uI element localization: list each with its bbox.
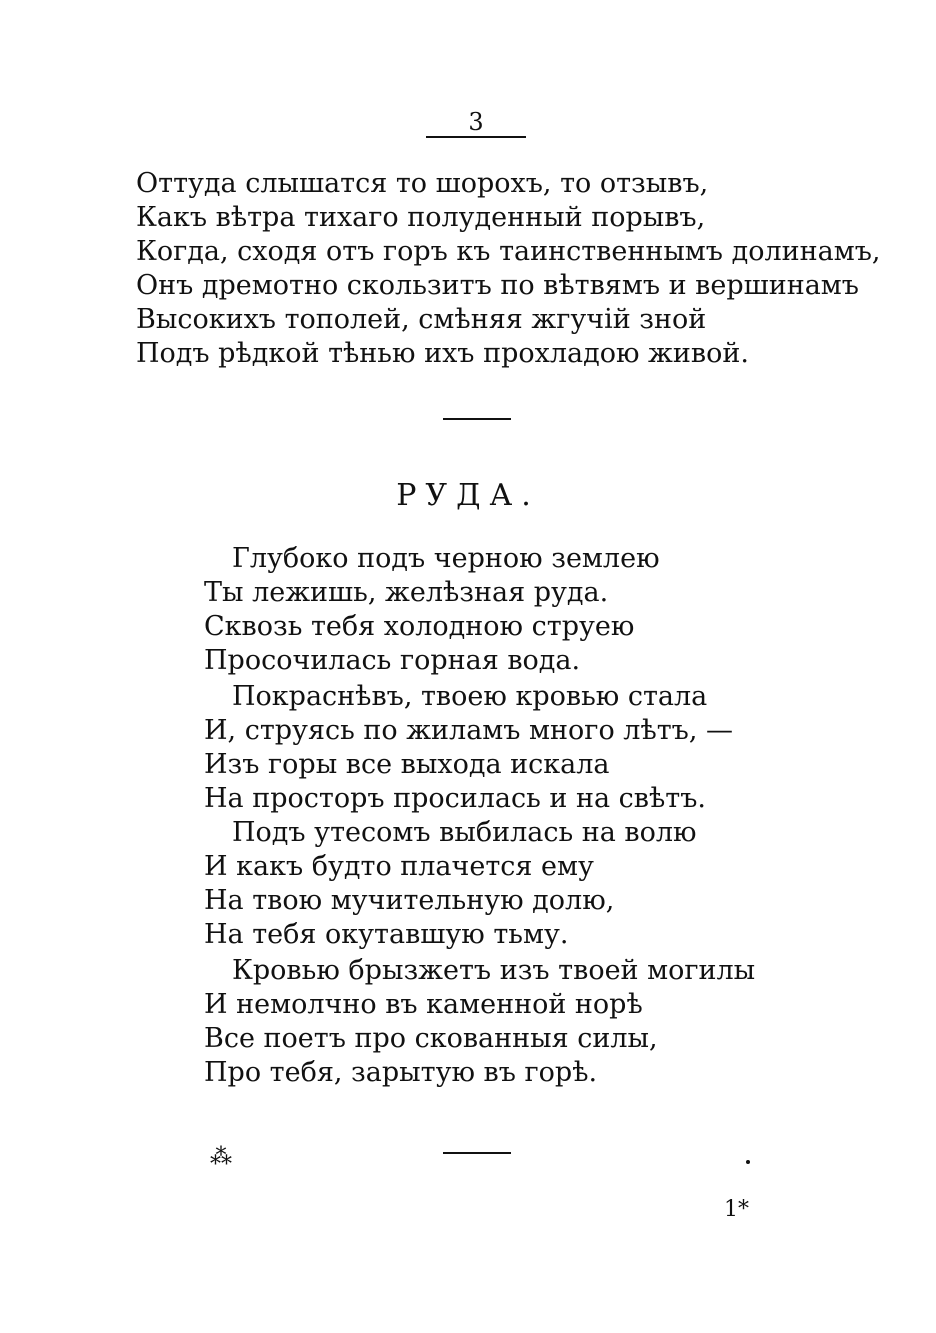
verse-line: Онъ дремотно скользитъ по вѣтвямъ и вершинамъ bbox=[136, 270, 859, 301]
verse-line: Высокихъ тополей, смѣняя жгучій зной bbox=[136, 304, 707, 335]
verse-line: На тебя окутавшую тьму. bbox=[204, 919, 569, 950]
verse-line: Глубоко подъ черною землею bbox=[232, 543, 660, 574]
page-number-rule bbox=[426, 136, 526, 138]
footer-ornament: ⁂ bbox=[210, 1145, 232, 1170]
end-divider bbox=[443, 1152, 511, 1154]
poem-title: РУДА. bbox=[396, 478, 540, 513]
footer-dot bbox=[746, 1160, 750, 1164]
verse-line: Изъ горы все выхода искала bbox=[204, 749, 610, 780]
verse-line: Ты лежишь, желѣзная руда. bbox=[204, 577, 609, 608]
verse-line: Все поетъ про скованныя силы, bbox=[204, 1023, 658, 1054]
verse-line: Про тебя, зарытую въ горѣ. bbox=[204, 1057, 598, 1088]
page-number: 3 bbox=[468, 108, 484, 136]
verse-line: Подъ рѣдкой тѣнью ихъ прохладою живой. bbox=[136, 338, 749, 369]
verse-line: Какъ вѣтра тихаго полуденный порывъ, bbox=[136, 202, 706, 233]
verse-line: И, струясь по жиламъ много лѣтъ, — bbox=[204, 715, 734, 746]
verse-line: На просторъ просилась и на свѣтъ. bbox=[204, 783, 706, 814]
verse-line: И немолчно въ каменной норѣ bbox=[204, 989, 643, 1020]
verse-line: Подъ утесомъ выбилась на волю bbox=[232, 817, 697, 848]
verse-line: На твою мучительную долю, bbox=[204, 885, 615, 916]
verse-line: Кровью брызжетъ изъ твоей могилы bbox=[232, 955, 756, 986]
verse-line: Покраснѣвъ, твоею кровью стала bbox=[232, 681, 708, 712]
verse-line: Когда, сходя отъ горъ къ таинственнымъ долинамъ, bbox=[136, 236, 881, 267]
verse-line: И какъ будто плачется ему bbox=[204, 851, 594, 882]
verse-line: Сквозь тебя холодною струею bbox=[204, 611, 635, 642]
verse-line: Просочилась горная вода. bbox=[204, 645, 581, 676]
verse-line: Оттуда слышатся то шорохъ, то отзывъ, bbox=[136, 168, 709, 199]
signature-mark: 1* bbox=[724, 1197, 749, 1222]
section-divider bbox=[443, 418, 511, 420]
